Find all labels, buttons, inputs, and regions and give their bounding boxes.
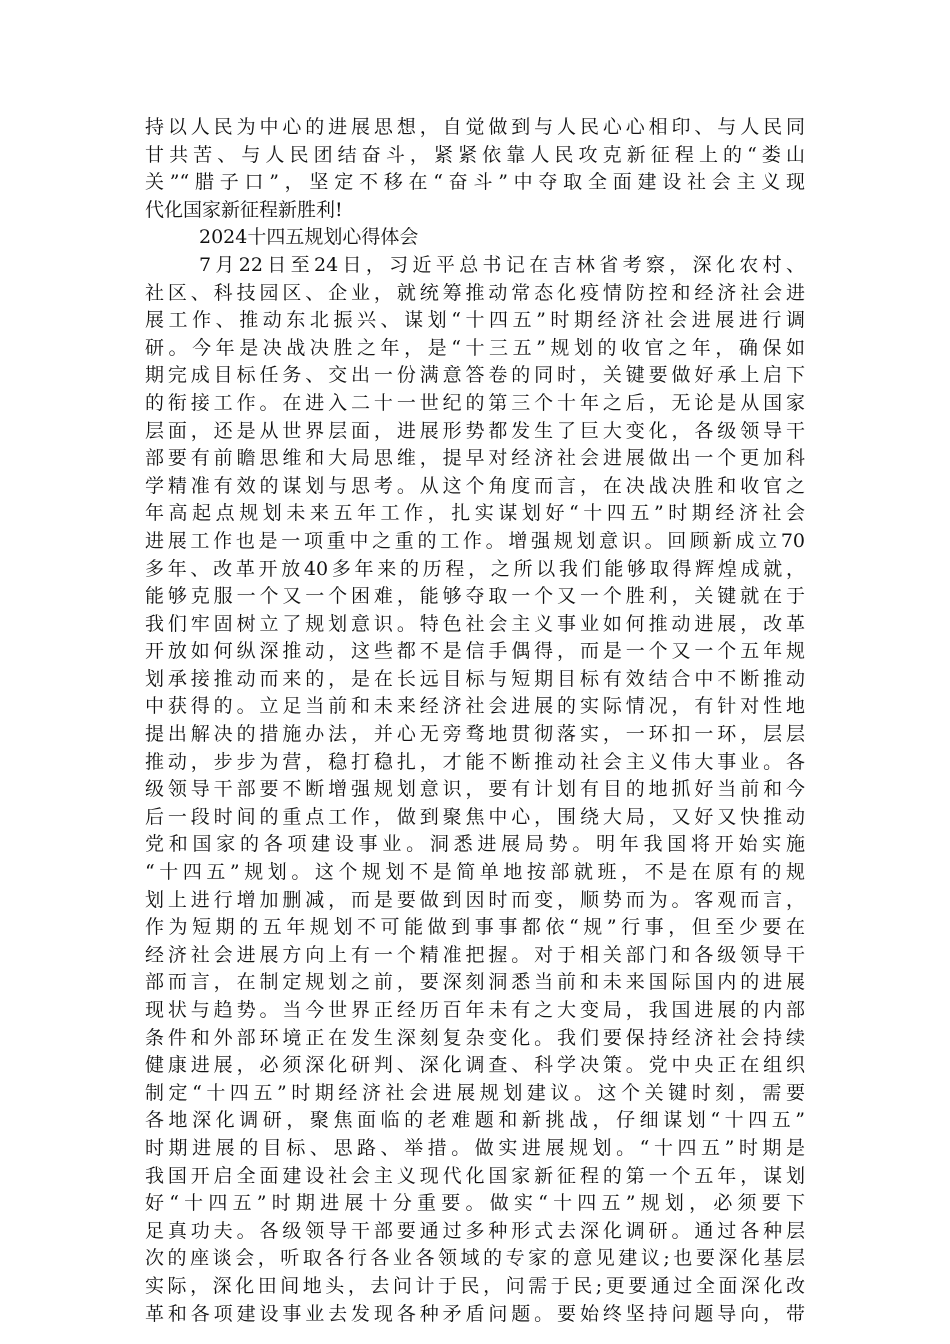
- text-line: 我国开启全面建设社会主义现代化国家新征程的第一个五年，谋划: [145, 1164, 805, 1187]
- text-line: 划承接推动而来的，是在长远目标与短期目标有效结合中不断推动: [145, 667, 805, 690]
- text-line: 部要有前瞻思维和大局思维，提早对经济社会进展做出一个更加科: [145, 447, 805, 470]
- text-line: 开放如何纵深推动，这些都不是信手偶得，而是一个又一个五年规: [145, 640, 805, 663]
- text-line: 党和国家的各项建设事业。洞悉进展局势。明年我国将开始实施: [145, 833, 805, 856]
- text-line: 展工作、推动东北振兴、谋划“十四五”时期经济社会进展进行调: [145, 309, 805, 332]
- text-line: “十四五”规划。这个规划不是简单地按部就班，不是在原有的规: [145, 861, 805, 884]
- text-line: 部而言，在制定规划之前，要深刻洞悉当前和未来国际国内的进展: [145, 971, 805, 994]
- text-line: 关”“腊子口”，坚定不移在“奋斗”中夺取全面建设社会主义现: [145, 171, 805, 194]
- text-line: 年高起点规划未来五年工作，扎实谋划好“十四五”时期经济社会: [145, 502, 805, 525]
- text-line: 我们牢固树立了规划意识。特色社会主义事业如何推动进展，改革: [145, 612, 805, 635]
- text-line: 提出解决的措施办法，并心无旁骛地贯彻落实，一环扣一环，层层: [145, 723, 805, 746]
- section-heading: 2024十四五规划心得体会: [199, 226, 419, 249]
- text-line: 期完成目标任务、交出一份满意答卷的同时，关键要做好承上启下: [145, 364, 805, 387]
- text-line: 7月22日至24日，习近平总书记在吉林省考察，深化农村、: [199, 253, 805, 276]
- text-line: 实际，深化田间地头，去问计于民，问需于民;更要通过全面深化改: [145, 1274, 805, 1297]
- text-line: 中获得的。立足当前和未来经济社会进展的实际情况，有针对性地: [145, 695, 805, 718]
- text-line: 层面，还是从世界层面，进展形势都发生了巨大变化，各级领导干: [145, 419, 805, 442]
- text-line: 甘共苦、与人民团结奋斗，紧紧依靠人民攻克新征程上的“娄山: [145, 143, 805, 166]
- text-line: 划上进行增加删减，而是要做到因时而变，顺势而为。客观而言，: [145, 888, 805, 911]
- text-line: 的衔接工作。在进入二十一世纪的第三个十年之后，无论是从国家: [145, 391, 805, 414]
- text-line: 推动，步步为营，稳打稳扎，才能不断推动社会主义伟大事业。各: [145, 750, 805, 773]
- text-line: 各地深化调研，聚焦面临的老难题和新挑战，仔细谋划“十四五”: [145, 1109, 805, 1132]
- text-line: 好“十四五”时期进展十分重要。做实“十四五”规划，必须要下: [145, 1192, 805, 1215]
- text-line: 健康进展，必须深化研判、深化调查、科学决策。党中央正在组织: [145, 1054, 805, 1077]
- text-line: 革和各项建设事业去发现各种矛盾问题。要始终坚持问题导向，带: [145, 1302, 805, 1325]
- text-line: 学精准有效的谋划与思考。从这个角度而言，在决战决胜和收官之: [145, 474, 805, 497]
- text-line: 条件和外部环境正在发生深刻复杂变化。我们要保持经济社会持续: [145, 1026, 805, 1049]
- text-line: 次的座谈会，听取各行各业各领域的专家的意见建议;也要深化基层: [145, 1247, 805, 1270]
- document-page: [145, 114, 805, 1328]
- text-line: 社区、科技园区、企业，就统筹推动常态化疫情防控和经济社会进: [145, 281, 805, 304]
- text-line: 足真功夫。各级领导干部要通过多种形式去深化调研。通过各种层: [145, 1219, 805, 1242]
- text-line: 时期进展的目标、思路、举措。做实进展规划。“十四五”时期是: [145, 1136, 805, 1159]
- text-line: 现状与趋势。当今世界正经历百年未有之大变局，我国进展的内部: [145, 999, 805, 1021]
- text-line: 能够克服一个又一个困难，能够夺取一个又一个胜利，关键就在于: [145, 585, 805, 608]
- text-line: 制定“十四五”时期经济社会进展规划建议。这个关键时刻，需要: [145, 1081, 805, 1104]
- text-line: 作为短期的五年规划不可能做到事事都依“规”行事，但至少要在: [145, 916, 805, 939]
- text-line: 经济社会进展方向上有一个精准把握。对于相关部门和各级领导干: [145, 943, 805, 966]
- text-line: 持以人民为中心的进展思想，自觉做到与人民心心相印、与人民同: [145, 116, 805, 138]
- body-paragraph: [145, 252, 805, 1328]
- text-line: 后一段时间的重点工作，做到聚焦中心，围绕大局，又好又快推动: [145, 805, 805, 828]
- text-line: 研。今年是决战决胜之年，是“十三五”规划的收官之年，确保如: [145, 336, 805, 359]
- intro-paragraph: [145, 114, 805, 224]
- text-line: 代化国家新征程新胜利!: [145, 198, 343, 221]
- text-line: 多年、改革开放40多年来的历程，之所以我们能够取得辉煌成就，: [145, 557, 805, 580]
- text-line: 进展工作也是一项重中之重的工作。增强规划意识。回顾新成立70: [145, 529, 805, 552]
- text-line: 级领导干部要不断增强规划意识，要有计划有目的地抓好当前和今: [145, 778, 805, 801]
